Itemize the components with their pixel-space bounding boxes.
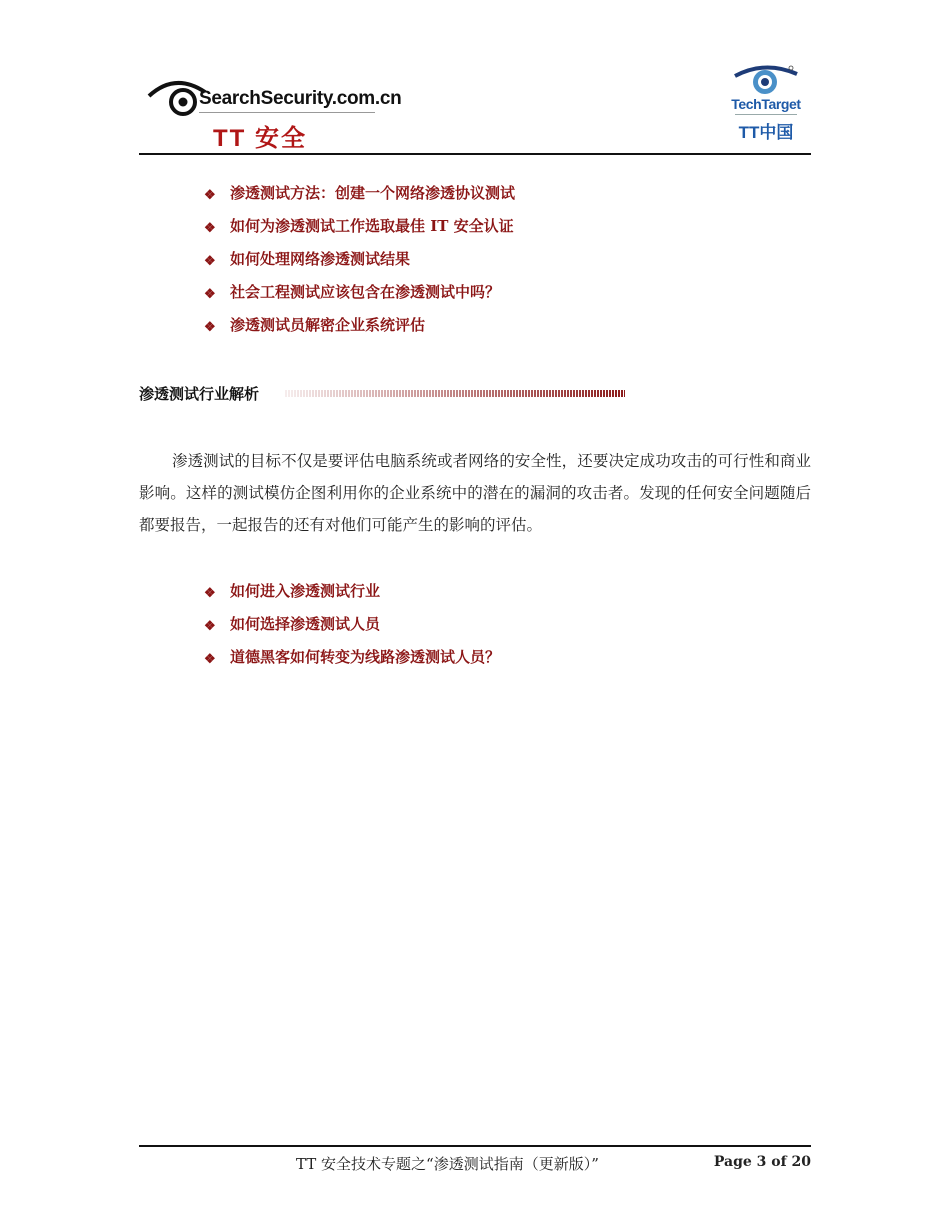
section-title: 渗透测试行业解析 [139, 385, 260, 403]
list-item[interactable] [204, 315, 515, 348]
eye-logo-icon [147, 74, 207, 124]
searchsecurity-logo[interactable] [147, 74, 402, 152]
link-text[interactable]: 渗透测试员解密企业系统评估 [230, 316, 426, 334]
list-item[interactable] [204, 614, 500, 647]
list-item[interactable] [204, 249, 515, 282]
diamond-bullet-icon: ❖ [204, 254, 216, 269]
brand-divider [199, 112, 375, 113]
link-text[interactable]: 如何为渗透测试工作选取最佳 IT 安全认证 [230, 217, 514, 235]
link-text[interactable]: 如何进入渗透测试行业 [230, 582, 381, 600]
partner-divider [735, 114, 797, 115]
link-text[interactable]: 社会工程测试应该包含在渗透测试中吗？ [230, 283, 501, 301]
diamond-bullet-icon: ❖ [204, 586, 216, 601]
list-item[interactable] [204, 183, 515, 216]
eye-logo-icon [727, 62, 805, 98]
footer-title: TT 安全技术专题之“渗透测试指南（更新版）” [296, 1155, 599, 1173]
footer-rule [139, 1145, 811, 1147]
page-number: Page 3 of 20 [713, 1154, 811, 1170]
diamond-bullet-icon: ❖ [204, 320, 216, 335]
diamond-bullet-icon: ❖ [204, 188, 216, 203]
diamond-bullet-icon: ❖ [204, 221, 216, 236]
partner-sub: TT中国 [738, 123, 794, 142]
diamond-bullet-icon: ❖ [204, 652, 216, 667]
link-text[interactable]: 如何处理网络渗透测试结果 [230, 250, 411, 268]
list-item[interactable] [204, 581, 500, 614]
section-heading [139, 383, 259, 405]
list-item[interactable] [204, 647, 500, 680]
page-header [139, 60, 811, 154]
brand-sub: TT 安全 [213, 125, 307, 152]
partner-name: TechTarget [731, 96, 801, 112]
related-links-list [204, 183, 515, 348]
brand-name: SearchSecurity.com.cn [199, 88, 402, 109]
header-rule [139, 153, 811, 155]
link-text[interactable]: 渗透测试方法：创建一个网络渗透协议测试 [230, 184, 516, 202]
techtarget-logo[interactable] [727, 62, 805, 142]
list-item[interactable] [204, 216, 515, 249]
related-links-list [204, 581, 500, 680]
list-item[interactable] [204, 282, 515, 315]
diamond-bullet-icon: ❖ [204, 619, 216, 634]
section-decorative-bar [285, 390, 625, 397]
section-paragraph: 渗透测试的目标不仅是要评估电脑系统或者网络的安全性，还要决定成功攻击的可行性和商业影响。这样的测试模仿企图利用你的企业系统中的潜在的漏洞的攻击者。发现的任何安全问题随后都要报告，一起报告的还有对他们可能产生的影响的评估。 [139, 452, 811, 534]
link-text[interactable]: 如何选择渗透测试人员 [230, 615, 381, 633]
diamond-bullet-icon: ❖ [204, 287, 216, 302]
link-text[interactable]: 道德黑客如何转变为线路渗透测试人员？ [230, 648, 501, 666]
